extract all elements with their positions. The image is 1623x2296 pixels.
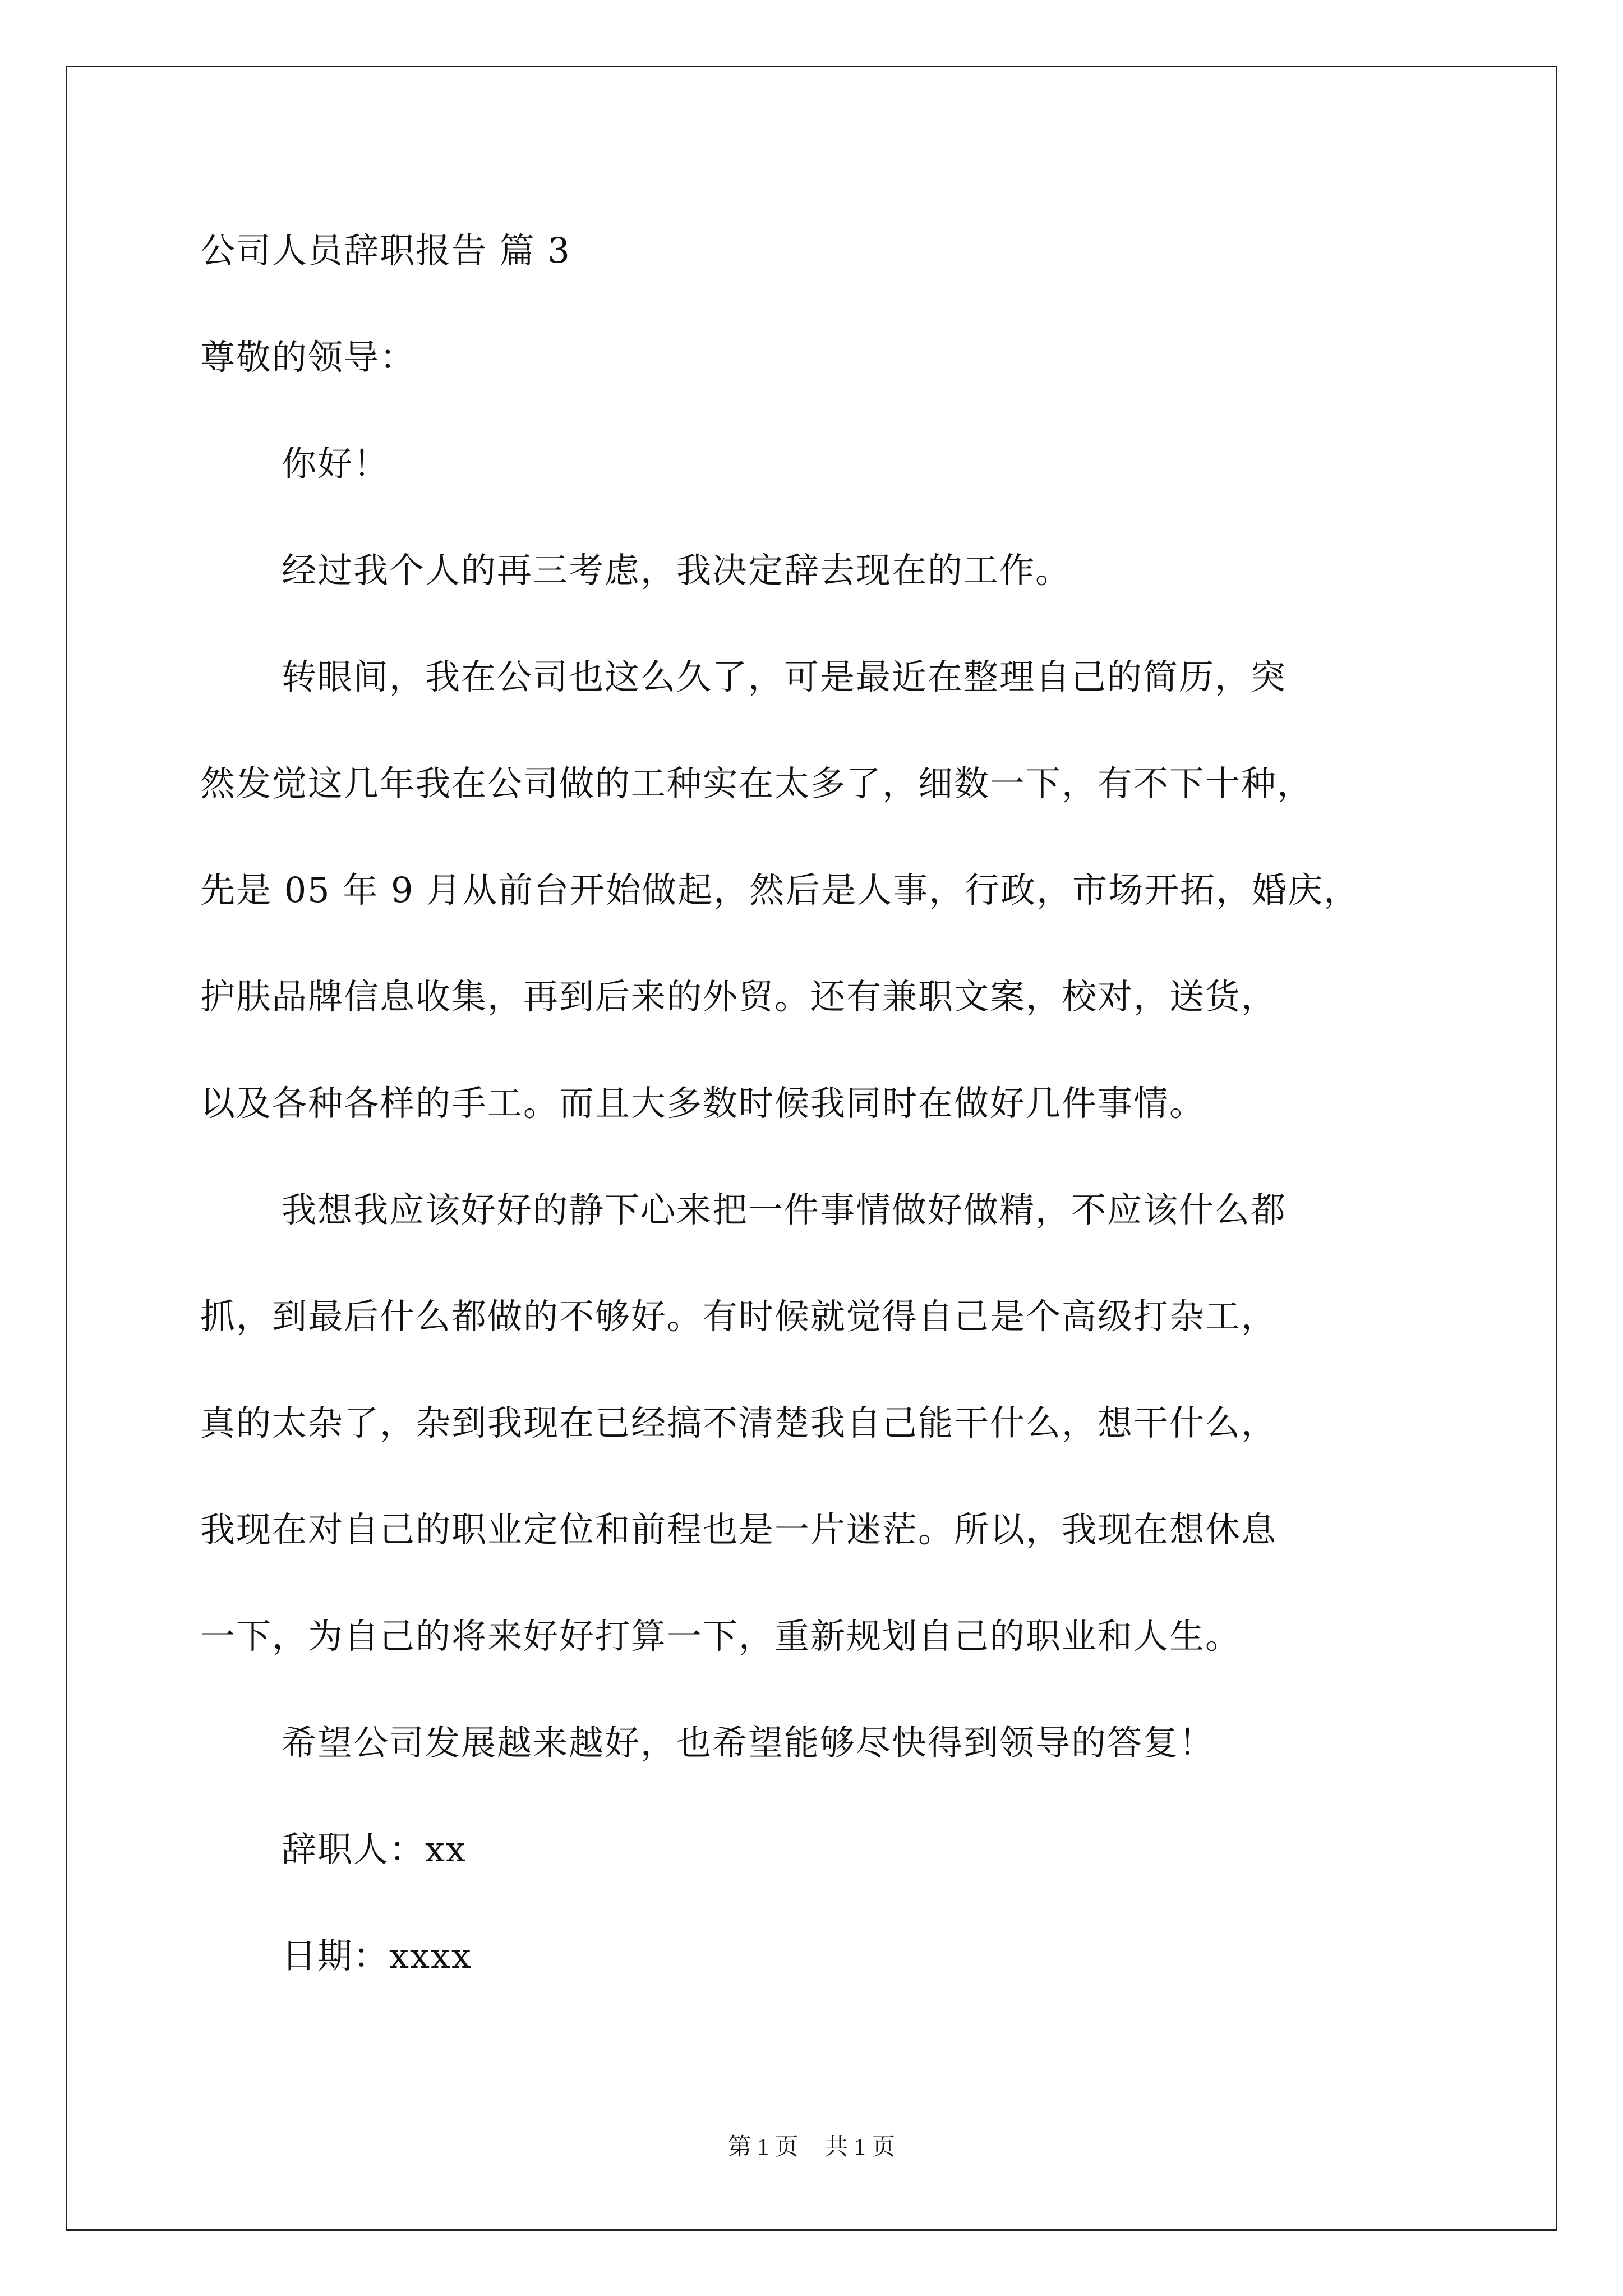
body-line-10: 我现在对自己的职业定位和前程也是一片迷茫。所以，我现在想休息 [200, 1509, 1278, 1550]
body-line-7: 我想我应该好好的静下心来把一件事情做好做精，不应该什么都 [282, 1189, 1287, 1230]
body-line-3: 然发觉这几年我在公司做的工种实在太多了，细数一下，有不下十种， [200, 763, 1313, 804]
date: 日期：xxxx [282, 1935, 472, 1976]
body-line-8: 抓，到最后什么都做的不够好。有时候就觉得自己是个高级打杂工， [200, 1296, 1278, 1337]
greeting: 你好！ [282, 443, 390, 484]
document-title: 公司人员辞职报告 篇 3 [200, 230, 571, 271]
body-line-6: 以及各种各样的手工。而且大多数时候我同时在做好几件事情。 [200, 1083, 1206, 1124]
signer: 辞职人：xx [282, 1829, 467, 1870]
body-line-12: 希望公司发展越来越好，也希望能够尽快得到领导的答复！ [282, 1722, 1215, 1763]
body-line-1: 经过我个人的再三考虑，我决定辞去现在的工作。 [282, 550, 1072, 591]
body-line-2: 转眼间，我在公司也这么久了，可是最近在整理自己的简历，突 [282, 656, 1287, 697]
body-line-11: 一下，为自己的将来好好打算一下，重新规划自己的职业和人生。 [200, 1616, 1242, 1657]
page-number: 第 1 页 [727, 2134, 799, 2160]
page-total: 共 1 页 [824, 2134, 896, 2160]
body-line-4: 先是 05 年 9 月从前台开始做起，然后是人事，行政，市场开拓，婚庆， [200, 869, 1360, 910]
body-line-5: 护肤品牌信息收集，再到后来的外贸。还有兼职文案，校对，送货， [200, 976, 1278, 1017]
page-border [66, 66, 1557, 2231]
body-line-9: 真的太杂了，杂到我现在已经搞不清楚我自己能干什么，想干什么， [200, 1402, 1278, 1443]
salutation: 尊敬的领导： [200, 337, 416, 378]
page-footer [0, 2132, 1623, 2163]
